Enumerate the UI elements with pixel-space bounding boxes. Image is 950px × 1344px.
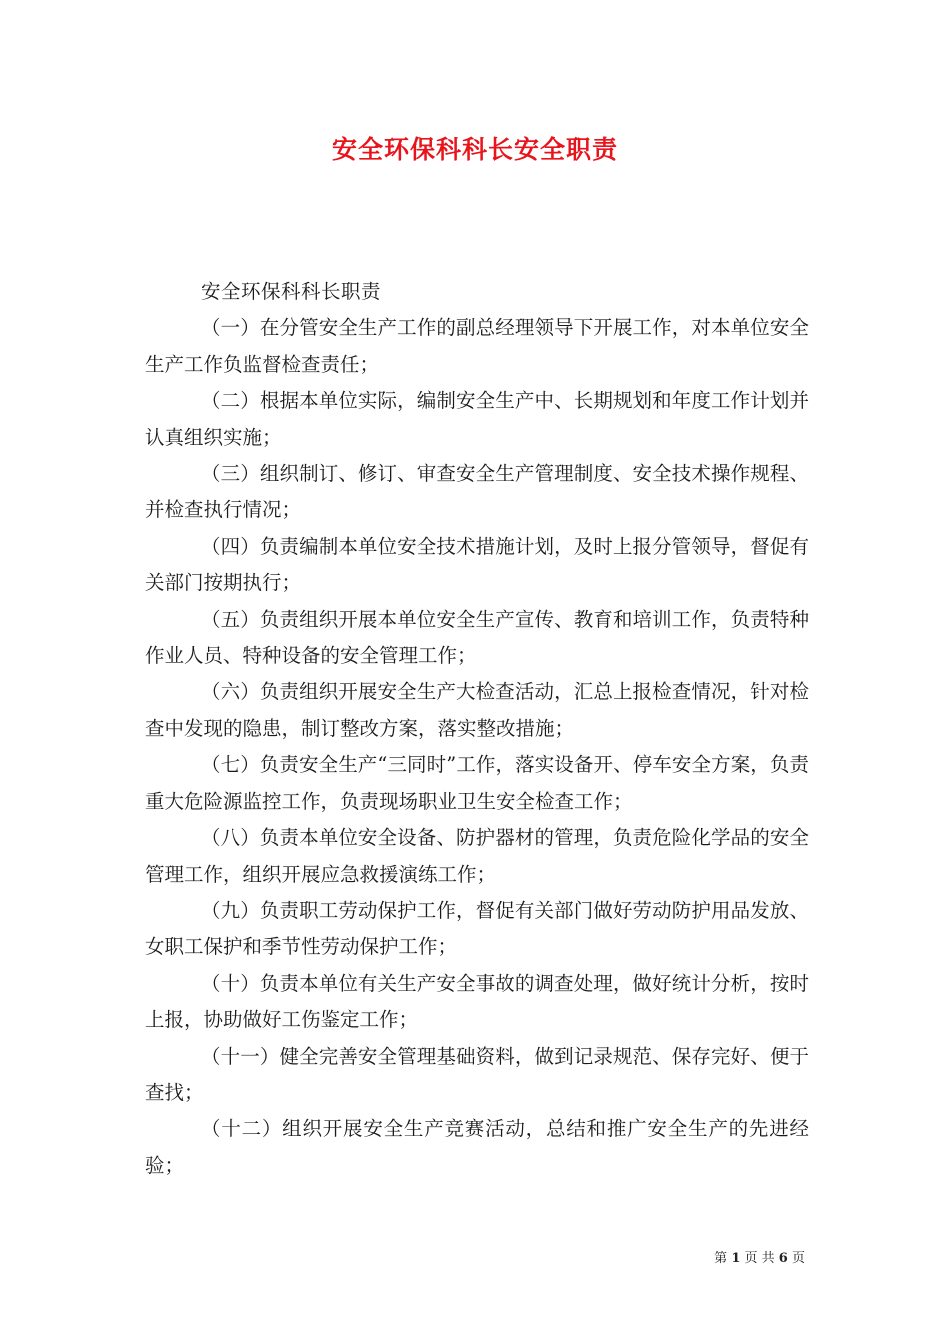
document-body <box>145 274 809 1184</box>
duty-paragraph-12: （十二）组织开展安全生产竞赛活动，总结和推广安全生产的先进经验； <box>145 1117 809 1177</box>
duty-paragraph-1: （一）在分管安全生产工作的副总经理领导下开展工作，对本单位安全生产工作负监督检查责任； <box>145 316 809 376</box>
footer-suffix: 页 <box>791 1251 805 1266</box>
footer-middle: 页 共 <box>744 1251 775 1266</box>
duty-paragraph-2: （二）根据本单位实际，编制安全生产中、长期规划和年度工作计划并认真组织实施； <box>145 389 809 449</box>
footer-prefix: 第 <box>714 1251 728 1266</box>
duty-paragraph-6: （六）负责组织开展安全生产大检查活动，汇总上报检查情况，针对检查中发现的隐患，制订整改方案，落实整改措施； <box>145 680 809 740</box>
section-heading: 安全环保科科长职责 <box>201 280 382 303</box>
duty-paragraph-10: （十）负责本单位有关生产安全事故的调查处理，做好统计分析，按时上报，协助做好工伤鉴定工作； <box>145 971 809 1032</box>
document-title: 安全环保科科长安全职责 <box>331 135 618 164</box>
duty-paragraph-9: （九）负责职工劳动保护工作，督促有关部门做好劳动防护用品发放、女职工保护和季节性劳动保护工作； <box>145 898 809 959</box>
duty-paragraph-7: （七）负责安全生产“三同时”工作，落实设备开、停车安全方案，负责重大危险源监控工作，负责现场职业卫生安全检查工作； <box>145 753 809 813</box>
duty-paragraph-11: （十一）健全完善安全管理基础资料，做到记录规范、保存完好、便于查找； <box>145 1044 809 1104</box>
duty-paragraph-3: （三）组织制订、修订、审查安全生产管理制度、安全技术操作规程、并检查执行情况； <box>145 462 809 522</box>
footer-total-pages: 6 <box>778 1251 788 1266</box>
footer-current-page: 1 <box>731 1251 741 1266</box>
duty-paragraph-8: （八）负责本单位安全设备、防护器材的管理，负责危险化学品的安全管理工作，组织开展应急救援演练工作； <box>145 826 809 886</box>
duty-paragraph-5: （五）负责组织开展本单位安全生产宣传、教育和培训工作，负责特种作业人员、特种设备的安全管理工作； <box>145 607 809 668</box>
duty-paragraph-4: （四）负责编制本单位安全技术措施计划，及时上报分管领导，督促有关部门按期执行； <box>145 534 809 595</box>
page-number-footer <box>0 1247 805 1266</box>
